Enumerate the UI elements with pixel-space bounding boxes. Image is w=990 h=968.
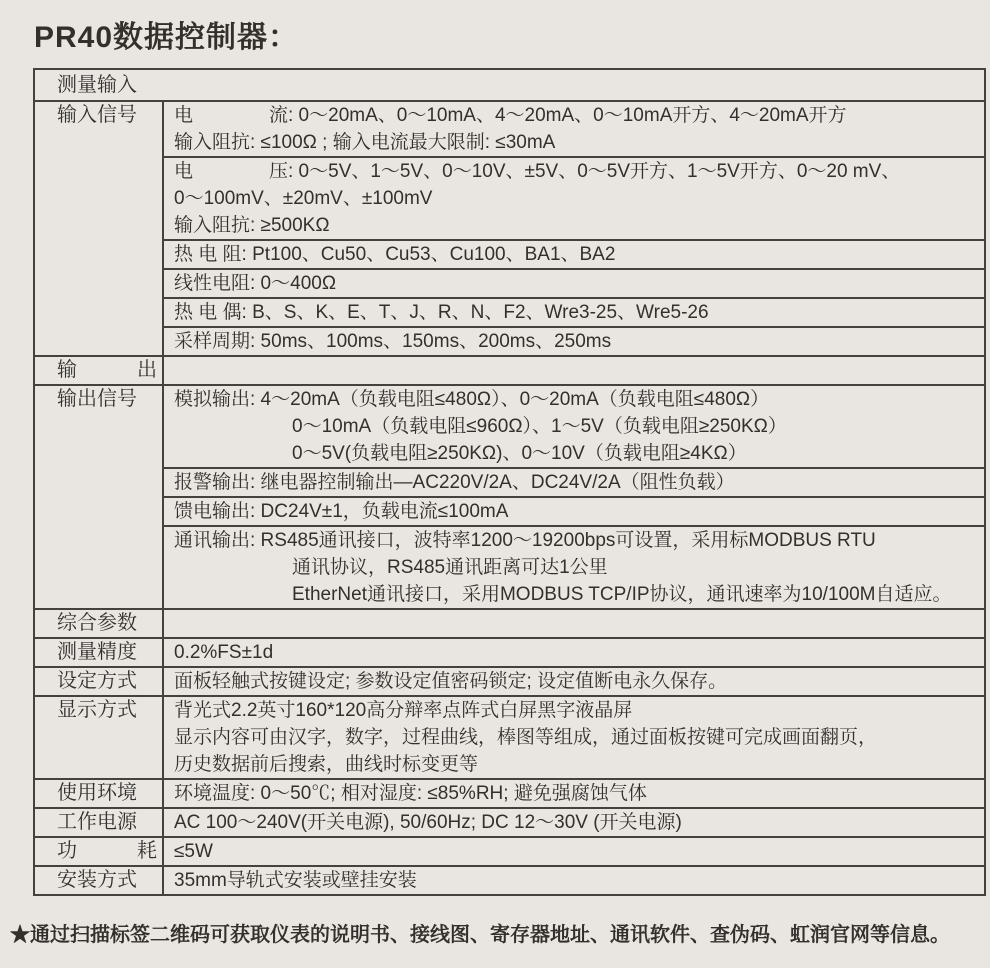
- spec-table: [33, 68, 986, 896]
- table-row: [35, 695, 984, 778]
- spec-cell: [164, 156, 984, 239]
- row-cells: [164, 639, 984, 666]
- spec-line: 显示内容可由汉字，数字，过程曲线，棒图等组成，通过面板按键可完成画面翻页，: [174, 727, 878, 748]
- spec-line: 馈电输出: DC24V±1，负载电流≤100mA: [174, 501, 509, 522]
- table-row: [35, 807, 984, 836]
- row-label: 输出信号: [35, 386, 164, 608]
- spec-line: 报警输出: 继电器控制输出—AC220V/2A、DC24V/2A（阻性负载）: [174, 472, 735, 493]
- footnote: ★通过扫描标签二维码可获取仪表的说明书、接线图、寄存器地址、通讯软件、查伪码、虹润官网等信息。: [10, 924, 950, 946]
- spec-line: [174, 357, 980, 384]
- spec-line: 面板轻触式按键设定; 参数设定值密码锁定; 设定值断电永久保存。: [174, 671, 728, 692]
- row-label: 使用环境: [35, 780, 164, 807]
- table-row: [35, 778, 984, 807]
- spec-line: 热 电 偶: B、S、K、E、T、J、R、N、F2、Wre3-25、Wre5-26: [174, 302, 709, 323]
- row-cells: [164, 668, 984, 695]
- spec-line: 电 压: 0～5V、1～5V、0～10V、±5V、0～5V开方、1～5V开方、0～20 mV、: [174, 161, 901, 182]
- spec-cell: [164, 809, 984, 836]
- spec-line: 线性电阻: 0～400Ω: [174, 273, 337, 294]
- spec-line: 电 流: 0～20mA、0～10mA、4～20mA、0～10mA开方、4～20mA开方: [174, 105, 847, 126]
- table-row: [35, 384, 984, 608]
- spec-line: 输入阻抗: ≥500KΩ: [174, 215, 330, 236]
- row-label: 显示方式: [35, 697, 164, 778]
- row-label: 测量精度: [35, 639, 164, 666]
- table-row: [35, 836, 984, 865]
- row-cells: [164, 867, 984, 894]
- spec-cell: [164, 867, 984, 894]
- row-cells: [164, 697, 984, 778]
- table-row: [35, 666, 984, 695]
- spec-cell: [164, 268, 984, 297]
- spec-line: EtherNet通讯接口，采用MODBUS TCP/IP协议，通讯速率为10/100M自适应。: [292, 584, 952, 605]
- spec-cell: [164, 525, 984, 608]
- table-row: [35, 100, 984, 355]
- spec-cell: [164, 838, 984, 865]
- row-cells: [164, 610, 984, 637]
- spec-line: 0.2%FS±1d: [174, 642, 274, 663]
- table-row: [35, 608, 984, 637]
- row-label: 输 出: [35, 357, 164, 384]
- row-cells: [164, 780, 984, 807]
- table-row: [35, 637, 984, 666]
- spec-line: 通讯协议，RS485通讯距离可达1公里: [292, 557, 608, 578]
- row-cells: [164, 357, 984, 384]
- spec-line: 0～10mA（负载电阻≤960Ω）、1～5V（负载电阻≥250KΩ）: [292, 416, 787, 437]
- spec-cell: [164, 297, 984, 326]
- spec-cell: [164, 326, 984, 355]
- spec-line: 模拟输出: 4～20mA（负载电阻≤480Ω）、0～20mA（负载电阻≤480Ω）: [174, 389, 770, 410]
- row-label: 输入信号: [35, 102, 164, 355]
- spec-cell: [164, 102, 984, 156]
- spec-line: 35mm导轨式安装或壁挂安装: [174, 870, 417, 891]
- row-cells: [164, 386, 984, 608]
- spec-line: 环境温度: 0～50℃; 相对湿度: ≤85%RH; 避免强腐蚀气体: [174, 783, 647, 804]
- spec-line: AC 100～240V(开关电源), 50/60Hz; DC 12～30V (开关电源): [174, 812, 682, 833]
- spec-cell: [164, 780, 984, 807]
- spec-cell: [164, 357, 984, 384]
- spec-line: 通讯输出: RS485通讯接口，波特率1200～19200bps可设置，采用标MODBUS RTU: [174, 530, 876, 551]
- row-label: 设定方式: [35, 668, 164, 695]
- spec-line: 0～100mV、±20mV、±100mV: [174, 188, 433, 209]
- spec-cell: [164, 668, 984, 695]
- spec-cell: [164, 639, 984, 666]
- page-title: PR40数据控制器：: [34, 21, 300, 54]
- table-row: [35, 70, 984, 100]
- row-label: 安装方式: [35, 867, 164, 894]
- spec-cell: [164, 610, 984, 637]
- spec-line: 0～5V(负载电阻≥250KΩ)、0～10V（负载电阻≥4KΩ）: [292, 443, 747, 464]
- spec-line: [174, 610, 980, 637]
- table-row: [35, 355, 984, 384]
- spec-line: ≤5W: [174, 841, 213, 862]
- row-label: 测量输入: [57, 74, 137, 96]
- spec-cell: [164, 386, 984, 467]
- spec-cell: [164, 239, 984, 268]
- row-label: 工作电源: [35, 809, 164, 836]
- row-cells: [164, 838, 984, 865]
- spec-line: 热 电 阻: Pt100、Cu50、Cu53、Cu100、BA1、BA2: [174, 244, 616, 265]
- row-cells: [164, 809, 984, 836]
- spec-line: 采样周期: 50ms、100ms、150ms、200ms、250ms: [174, 331, 612, 352]
- spec-cell: [164, 697, 984, 778]
- spec-cell: [164, 496, 984, 525]
- spec-line: 历史数据前后搜索，曲线时标变更等: [174, 754, 479, 775]
- spec-line: 输入阻抗: ≤100Ω ; 输入电流最大限制: ≤30mA: [174, 132, 556, 153]
- row-label: 功 耗: [35, 838, 164, 865]
- row-cells: [164, 102, 984, 355]
- row-label: 综合参数: [35, 610, 164, 637]
- spec-line: 背光式2.2英寸160*120高分辩率点阵式白屏黑字液晶屏: [174, 700, 633, 721]
- spec-cell: [164, 467, 984, 496]
- table-row: [35, 865, 984, 894]
